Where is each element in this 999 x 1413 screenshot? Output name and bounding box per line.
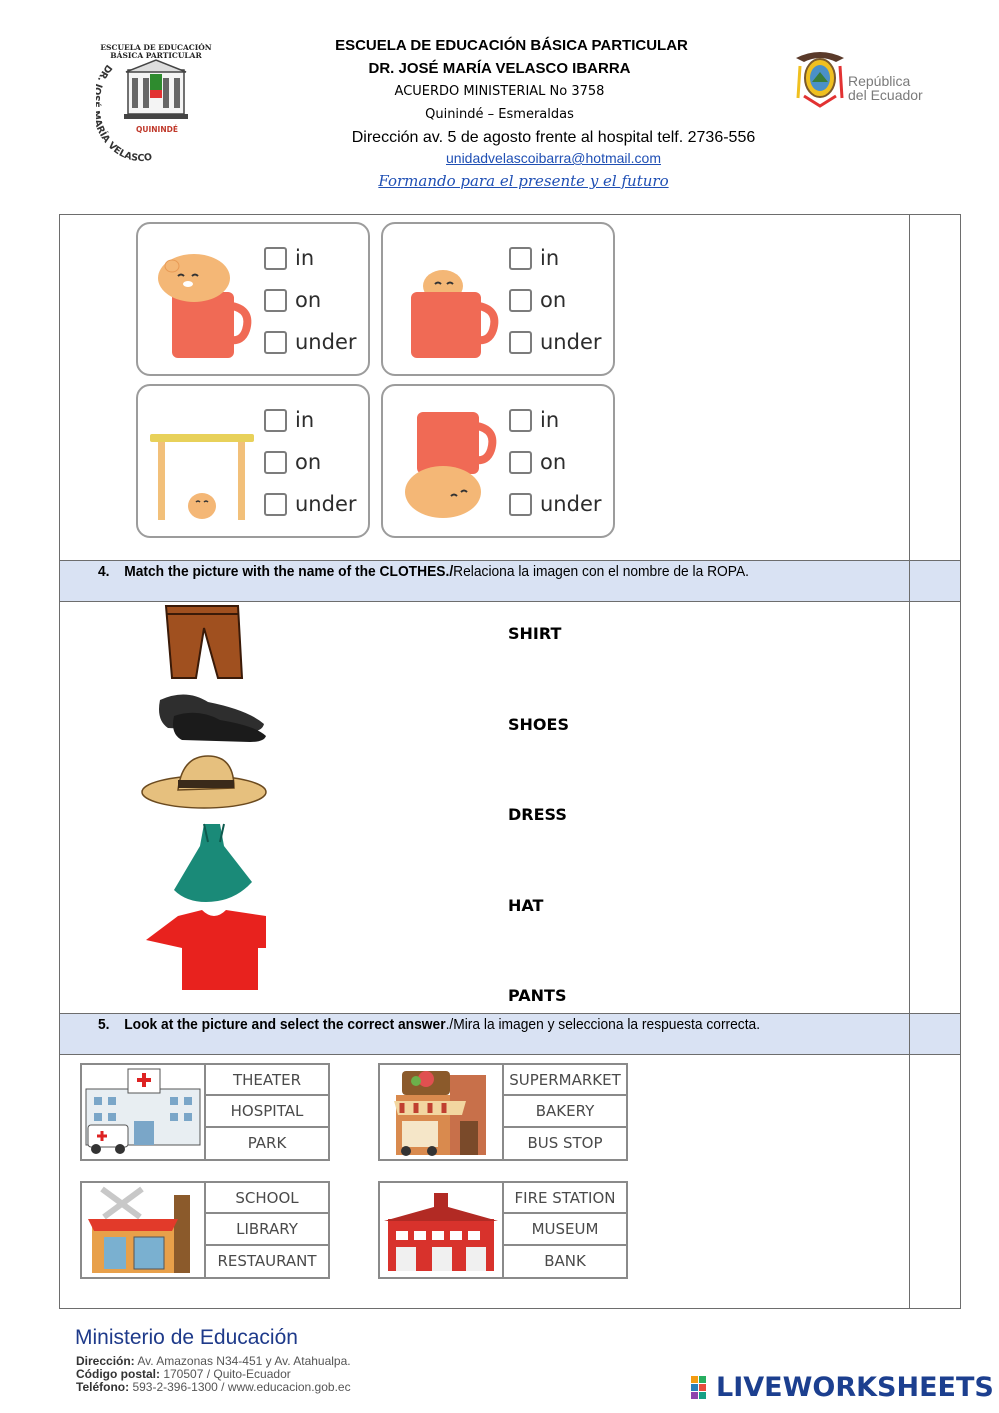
country-logo-line1: República xyxy=(848,73,911,89)
section-4-number: 4. xyxy=(98,563,110,580)
option-label: under xyxy=(540,330,602,354)
option-on-row xyxy=(509,286,566,314)
pants-image xyxy=(138,604,268,680)
preposition-card-3 xyxy=(136,384,370,538)
answer-option[interactable]: BANK xyxy=(544,1252,586,1271)
answer-options xyxy=(504,1183,626,1277)
option-under-row xyxy=(264,490,357,518)
answer-option[interactable]: BAKERY xyxy=(504,1096,626,1127)
checkbox-under[interactable] xyxy=(509,331,532,354)
section-4-instruction-en: Match the picture with the name of the CLOTHES./ xyxy=(124,563,454,580)
school-location: Quinindé – Esmeraldas xyxy=(425,107,574,122)
school-motto: Formando para el presente y el futuro xyxy=(378,172,669,190)
dress-image xyxy=(138,820,268,904)
hamster-in-cup-image xyxy=(391,236,501,364)
shoes-image xyxy=(138,680,268,746)
ministry-name: Ministerio de Educación xyxy=(75,1326,298,1349)
checkbox-on[interactable] xyxy=(264,289,287,312)
hat-image xyxy=(138,750,268,816)
checkbox-in[interactable] xyxy=(509,409,532,432)
option-label: on xyxy=(295,450,322,474)
checkbox-in[interactable] xyxy=(264,247,287,270)
option-label: on xyxy=(540,450,567,474)
option-on-row xyxy=(264,286,321,314)
school-logo-town: QUININDÉ xyxy=(136,125,178,134)
hamster-on-cup-image xyxy=(146,236,256,364)
ecuador-coat-of-arms-logo xyxy=(790,48,940,116)
checkbox-under[interactable] xyxy=(264,493,287,516)
section-4-instruction-es: Relaciona la imagen con el nombre de la ROPA. xyxy=(453,563,750,580)
checkbox-under[interactable] xyxy=(264,331,287,354)
bakery-image xyxy=(380,1065,504,1159)
option-on-row xyxy=(509,448,566,476)
option-under-row xyxy=(264,328,357,356)
answer-option[interactable]: RESTAURANT xyxy=(217,1252,317,1271)
place-question-4 xyxy=(378,1181,628,1279)
section-5-instruction-es: ./Mira la imagen y selecciona la respuesta correcta. xyxy=(445,1016,761,1033)
place-question-1 xyxy=(80,1063,330,1161)
shirt-image xyxy=(138,908,268,992)
answer-option[interactable]: SUPERMARKET xyxy=(504,1065,626,1096)
footer-postal-label: Código postal: xyxy=(76,1367,160,1381)
footer-phone xyxy=(76,1381,351,1394)
checkbox-in[interactable] xyxy=(509,247,532,270)
option-in-row xyxy=(264,244,314,272)
section-4-band-divider xyxy=(909,560,910,602)
preposition-card-2 xyxy=(381,222,615,376)
answer-option[interactable]: FIRE STATION xyxy=(504,1183,626,1214)
section-5-number: 5. xyxy=(98,1016,110,1033)
fire-station-image xyxy=(380,1183,504,1277)
school-email-link[interactable]: unidadvelascoibarra@hotmail.com xyxy=(446,150,661,166)
section-5-instruction xyxy=(98,1016,760,1033)
liveworksheets-logo[interactable] xyxy=(690,1372,994,1403)
option-on-row xyxy=(264,448,321,476)
answer-option[interactable]: HOSPITAL xyxy=(206,1096,328,1127)
word-pants[interactable]: PANTS xyxy=(508,986,567,1005)
word-shirt[interactable]: SHIRT xyxy=(508,624,562,643)
school-name: ESCUELA DE EDUCACIÓN BÁSICA PARTICULAR xyxy=(335,37,688,54)
answer-options xyxy=(504,1065,626,1159)
liveworksheets-icon xyxy=(690,1374,716,1402)
option-label: in xyxy=(540,408,560,432)
option-label: under xyxy=(295,492,357,516)
hospital-image xyxy=(82,1065,206,1159)
ministerial-agreement: ACUERDO MINISTERIAL No 3758 xyxy=(394,84,605,99)
answer-option[interactable]: BUS STOP xyxy=(527,1134,603,1153)
word-dress[interactable]: DRESS xyxy=(508,805,567,824)
answer-option[interactable]: MUSEUM xyxy=(504,1214,626,1245)
word-hat[interactable]: HAT xyxy=(508,896,544,915)
school-address: Dirección av. 5 de agosto frente al hospital telf. 2736-556 xyxy=(351,129,756,146)
answer-options xyxy=(206,1183,328,1277)
hamster-under-cup-image xyxy=(391,398,501,526)
answer-options xyxy=(206,1065,328,1159)
option-label: under xyxy=(540,492,602,516)
restaurant-image xyxy=(82,1183,206,1277)
answer-option[interactable]: LIBRARY xyxy=(206,1214,328,1245)
option-under-row xyxy=(509,490,602,518)
school-logo-line1: ESCUELA DE EDUCACIÓN xyxy=(100,43,212,52)
footer-postal-value: 170507 / Quito-Ecuador xyxy=(160,1367,291,1381)
option-in-row xyxy=(264,406,314,434)
footer-address-label: Dirección: xyxy=(76,1354,135,1368)
option-in-row xyxy=(509,406,559,434)
place-question-3 xyxy=(80,1181,330,1279)
school-logo-arc-text: DR. ÍA VELASCO xyxy=(96,62,154,162)
footer-address-value: Av. Amazonas N34-451 y Av. Atahualpa. xyxy=(134,1354,351,1368)
option-label: under xyxy=(295,330,357,354)
footer-phone-label: Teléfono: xyxy=(76,1380,130,1394)
liveworksheets-wordmark: LIVEWORKSHEETS xyxy=(716,1372,994,1403)
checkbox-under[interactable] xyxy=(509,493,532,516)
hamster-under-table-image xyxy=(146,398,256,526)
option-label: in xyxy=(295,408,315,432)
table-column-divider xyxy=(909,214,910,1309)
word-shoes[interactable]: SHOES xyxy=(508,715,569,734)
checkbox-in[interactable] xyxy=(264,409,287,432)
preposition-card-1 xyxy=(136,222,370,376)
option-under-row xyxy=(509,328,602,356)
preposition-card-4 xyxy=(381,384,615,538)
section-4-instruction xyxy=(98,563,749,580)
option-label: on xyxy=(295,288,322,312)
option-label: on xyxy=(540,288,567,312)
checkbox-on[interactable] xyxy=(509,451,532,474)
school-logo-line2: BÁSICA PARTICULAR xyxy=(110,51,202,60)
checkbox-on[interactable] xyxy=(264,451,287,474)
place-question-2 xyxy=(378,1063,628,1161)
option-label: in xyxy=(540,246,560,270)
country-logo-line2: del Ecuador xyxy=(848,87,923,103)
school-named-after: DR. JOSÉ MARÍA VELASCO IBARRA xyxy=(368,60,631,77)
option-label: in xyxy=(295,246,315,270)
footer-phone-value: 593-2-396-1300 / www.educacion.gob.ec xyxy=(129,1380,351,1394)
option-in-row xyxy=(509,244,559,272)
section-5-instruction-en: Look at the picture and select the correct answer xyxy=(124,1016,446,1033)
section-5-band-divider xyxy=(909,1013,910,1055)
answer-option[interactable]: SCHOOL xyxy=(206,1183,328,1214)
answer-option[interactable]: PARK xyxy=(247,1134,287,1153)
checkbox-on[interactable] xyxy=(509,289,532,312)
answer-option[interactable]: THEATER xyxy=(206,1065,328,1096)
